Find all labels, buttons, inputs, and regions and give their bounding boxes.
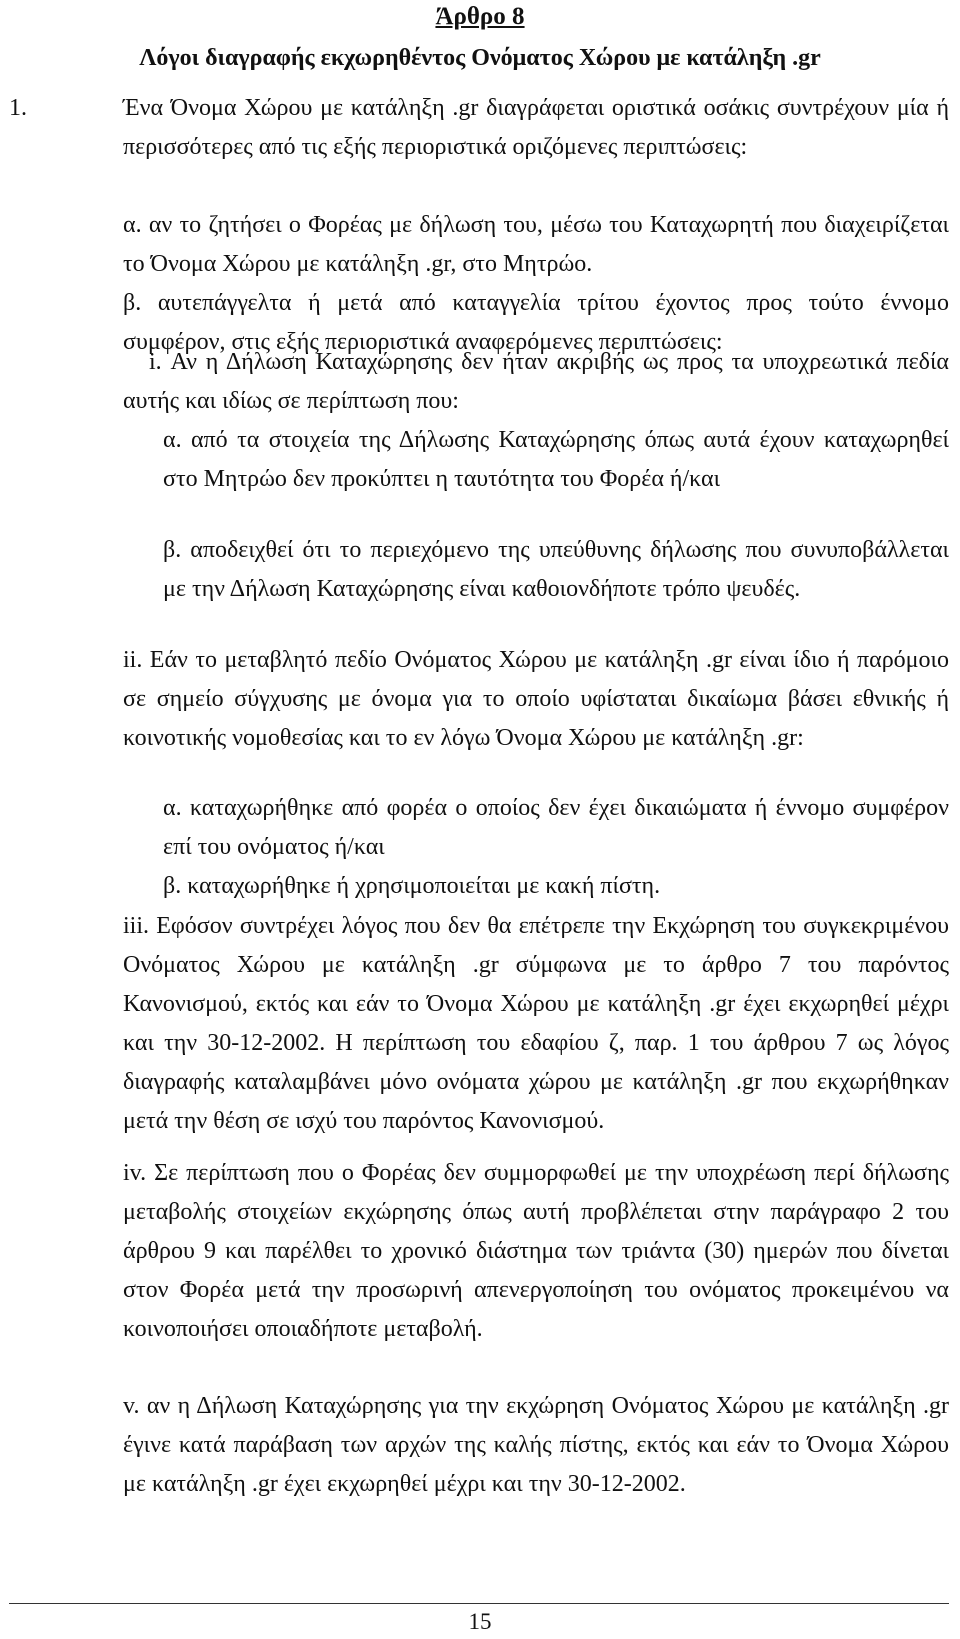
case-b: β. αυτεπάγγελτα ή μετά από καταγγελία τρίτου έχοντος προς τούτο έννομο συμφέρον, στις εξής περιοριστικά αναφερόμενες περιπτώσεις: — [123, 290, 949, 355]
paragraph-1-intro — [123, 89, 949, 167]
article-title: Άρθρο 8 — [435, 3, 525, 30]
sub-iii: iii. Εφόσον συντρέχει λόγος που δεν θα επέτρεπε την Εκχώρηση του συγκεκριμένου Ονόματος Χώρου με κατάληξη .gr σύμφωνα με το άρθρο 7 του παρόντος Κανονισμού, εκτός και εάν το Όνομα Χώρου με κατάληξη .gr έχει εκχωρηθεί μέχρι και την 30-12-2002. Η περίπτωση του εδαφίου ζ, παρ. 1 του άρθρου 7 ως λόγος διαγραφής καταλαμβάνει μόνο ονόματα χώρου με κατάληξη .gr που εκχωρήθηκαν μετά την θέση σε ισχύ του παρόντος Κανονισμού. — [123, 913, 949, 1134]
case-a: α. αν το ζητήσει ο Φορέας με δήλωση του, μέσω του Καταχωρητή που διαχειρίζεται το Όνομα Χώρου με κατάληξη .gr, στο Μητρώο. — [123, 212, 949, 277]
sub-i: i. Αν η Δήλωση Καταχώρησης δεν ήταν ακριβής ως προς τα υποχρεωτικά πεδία αυτής και ιδίως σε περίπτωση που: — [123, 349, 949, 414]
footer-divider — [9, 1603, 949, 1604]
paragraph-number: 1. — [9, 95, 27, 121]
sub-i-b: β. αποδειχθεί ότι το περιεχόμενο της υπεύθυνης δήλωσης που συνυποβάλλεται με την Δήλωση Καταχώρησης είναι καθοιονδήποτε τρόπο ψευδές. — [163, 537, 949, 602]
paragraph-1-text: Ένα Όνομα Χώρου με κατάληξη .gr διαγράφεται οριστικά οσάκις συντρέχουν μία ή περισσότερες από τις εξής περιοριστικά οριζόμενες περιπτώσεις: — [123, 95, 949, 160]
sub-ii: ii. Εάν το μεταβλητό πεδίο Ονόματος Χώρου με κατάληξη .gr είναι ίδιο ή παρόμοιο σε σημείο σύγχυσης με όνομα για το οποίο υφίσταται δικαίωμα βάσει εθνικής ή κοινοτικής νομοθεσίας και το εν λόγω Όνομα Χώρου με κατάληξη .gr: — [123, 647, 949, 751]
sub-iv: iv. Σε περίπτωση που ο Φορέας δεν συμμορφωθεί με την υποχρέωση περί δήλωσης μεταβολής στοιχείων εκχώρησης όπως αυτή προβλέπεται στην παράγραφο 2 του άρθρου 9 και παρέλθει το χρονικό διάστημα των τριάντα (30) ημερών που δίνεται στον Φορέα μετά την προσωρινή απενεργοποίηση του ονόματος προκειμένου να κοινοποιήσει οποιαδήποτε μεταβολή. — [123, 1160, 949, 1342]
article-subtitle: Λόγοι διαγραφής εκχωρηθέντος Ονόματος Χώρου με κατάληξη .gr — [139, 45, 821, 71]
sub-ii-a: α. καταχωρήθηκε από φορέα ο οποίος δεν έχει δικαιώματα ή έννομο συμφέρον επί του ονόματος ή/και — [163, 795, 949, 860]
sub-v: v. αν η Δήλωση Καταχώρησης για την εκχώρηση Ονόματος Χώρου με κατάληξη .gr έγινε κατά παράβαση των αρχών της καλής πίστης, εκτός και εάν το Όνομα Χώρου με κατάληξη .gr έχει εκχωρηθεί μέχρι και την 30-12-2002. — [123, 1393, 949, 1497]
sub-ii-b: β. καταχωρήθηκε ή χρησιμοποιείται με κακή πίστη. — [163, 873, 661, 899]
page-number: 15 — [468, 1609, 492, 1634]
sub-i-a: α. από τα στοιχεία της Δήλωσης Καταχώρησης όπως αυτά έχουν καταχωρηθεί στο Μητρώο δεν προκύπτει η ταυτότητα του Φορέα ή/και — [163, 427, 949, 492]
